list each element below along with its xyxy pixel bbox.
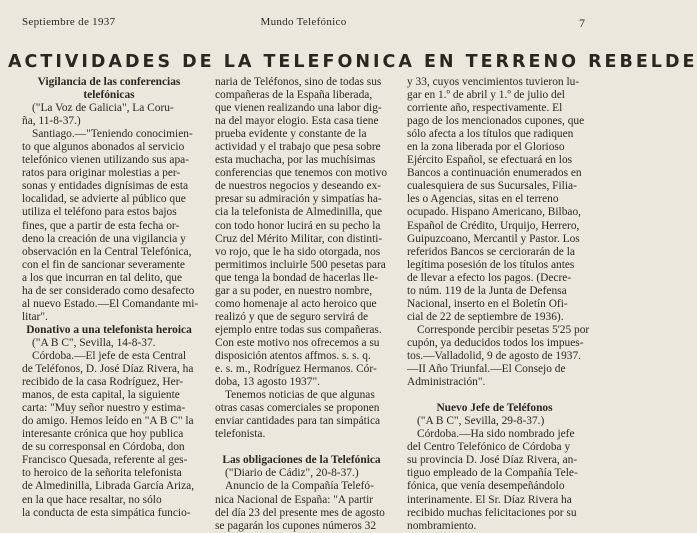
text-line: conferencias que tenemos con motivo [215,167,388,180]
text-line: prueba evidente y constante de la [215,128,367,141]
text-line: doba, 13 agosto 1937". [215,376,320,389]
text-line: litar". [22,310,48,323]
text-line: de Teléfonos, D. José Díaz Rivera, ha [22,363,194,376]
text-line: actividad y el trabajo que pesa sobre [215,141,381,154]
text-line: gar en 1.º de abril y 1.º de julio del [407,89,565,102]
text-line: cualesquiera de sus Sucursales, Filia- [407,180,577,193]
text-line: nica Nacional de España: "A partir [215,493,374,506]
text-line: Tenemos noticias de que algunas [225,389,375,402]
text-line: tos.—Valladolid, 9 de agosto de 1937. [407,349,582,362]
text-line: deno la creación de una vigilancia y [22,232,186,245]
text-line: en la que hace resaltar, no sólo [22,493,162,506]
text-line: cia la telefonista de Almedinilla, que [215,206,383,219]
text-line: recibido muchas felicitaciones por su [407,506,577,519]
text-line: naria de Teléfonos, sino de todas sus [215,76,382,88]
page-number: 7 [579,16,585,30]
text-line: tiguo empleado de la Compañía Tele- [407,467,578,480]
text-line: de llevar a efecto los pagos. (Decre- [407,271,572,284]
text-line: ejemplo entre todas sus compañeras. [215,323,382,336]
text-line: enviar cantidades para tan simpática [215,415,381,428]
text-line: vo rojo, que le ha sido otorgada, nos [215,245,381,258]
text-line: la conducta de esta simpática funcio- [22,506,191,519]
text-line: otras casas comerciales se proponen [215,402,380,415]
text-line: na del mayor elogio. Esta casa tiene [215,115,379,128]
text-line: cial de 22 de septiembre de 1936). [407,310,564,323]
source-line: ña, 11-8-37.) [22,115,81,128]
text-line: manos, de esta capital, la siguiente [22,389,180,402]
text-line: to que algunos abonados al servicio [22,141,185,154]
spacer-line [407,389,582,402]
text-line: legítima posesión de los títulos antes [407,258,575,271]
text-line: —II Año Triunfal.—El Consejo de [407,363,566,376]
section-title-nuevo-jefe: Nuevo Jefe de Teléfonos [436,402,553,415]
source-line: ("A B C", Sevilla, 14-8-37. [32,336,156,349]
text-line: sólo afecta a los títulos que radiquen [407,128,574,141]
text-line: compañeras de la España liberada, [215,89,373,102]
column-3 [407,76,590,532]
text-line: presar su admiración y simpatías ha- [215,193,382,206]
text-line: Corresponde percibir pesetas 5'25 por [417,323,590,336]
section-title-donativo: Donativo a una telefonista heroica [26,323,192,336]
text-line: de nuestros negocios y deseando ex- [215,180,382,193]
running-head [22,16,585,32]
text-line: que vienen realizando una labor dig- [215,102,382,115]
text-line: nombramiento. [407,519,477,532]
text-line: Ejército Español, se efectuará en los [407,154,573,167]
text-line: ha de ser considerado como desafecto [22,284,195,297]
text-line: sonas y entidades dignísimas de esta [22,180,189,193]
text-line: telefonista. [215,428,266,441]
text-line: esta muchacha, por las muchísimas [215,154,376,167]
text-line: de su corresponsal en Córdoba, don [22,441,185,454]
text-line: e. s. m., Rodríguez Hermanos. Cór- [215,363,377,376]
text-line: a los que incurran en tal delito, que [22,271,183,284]
text-line: del Centro Telefónico de Córdoba y [407,441,571,454]
text-line: Anuncio de la Compañía Telefó- [225,480,374,493]
text-line: del día 23 del presente mes de agosto [215,506,385,519]
text-line: disposición atentos affmos. s. s. q. [215,349,371,362]
source-line: ("La Voz de Galicia", La Coru- [32,102,174,115]
text-line: Francisco Quesada, referente al ges- [22,454,188,467]
text-line: como homenaje al acto heroico que [215,297,377,310]
text-line: cupón, ya deducidos todos los impues- [407,336,584,349]
text-line: realizó y que de seguro servirá de [215,310,369,323]
text-line: carta: "Muy señor nuestro y estima- [22,402,186,415]
text-line: su provincia D. José Díaz Rivera, an- [407,454,578,467]
text-line: Guipuzcoano, Mercantil y Pastor. Los [407,232,580,245]
column-1 [22,76,199,519]
text-line: les o Agencias, sitas en el terreno [407,193,559,206]
publication-name: Mundo Telefónico [260,16,347,28]
text-line: que tenga la bondad de hacerlas lle- [215,271,379,284]
text-line: utiliza el teléfono para estos bajos [22,206,177,219]
text-line: pago de los mencionados cupones, que [407,115,585,128]
text-line: al nuevo Estado.—El Comandante mi- [22,297,199,310]
text-line: to núm. 119 de la Junta de Defensa [407,284,567,297]
text-line: observación en la Central Telefónica, [22,245,192,258]
section-title-vigilancia-cont: telefónicas [83,89,135,102]
text-line: recibido de la casa Rodríguez, Her- [22,376,184,389]
text-line: localidad, se advierte al público que [22,193,186,206]
text-line: y 33, cuyos vencimientos tuvieron lu- [407,76,580,88]
text-line: fines, que a partir de esta fecha or- [22,219,180,232]
text-line: de Almedinilla, Librada García Ariza, [22,480,195,493]
text-line: con todo honor lucirá en su pecho la [215,219,381,232]
source-line: ("A B C", Sevilla, 29-8-37.) [417,415,545,428]
text-line: se pagarán los cupones números 32 [215,519,377,532]
text-line: Cruz del Mérito Militar, con distinti- [215,232,383,245]
text-line: fónica, que venía desempeñándolo [407,480,565,493]
text-line: corriente año, respectivamente. El [407,102,563,115]
spacer-line [215,441,388,454]
text-line: ratos para originar molestias a per- [22,167,181,180]
text-line: en la zona liberada por el Glorioso [407,141,565,154]
source-line: ("Diario de Cádiz", 20-8-37.) [225,467,359,480]
text-line: interesante crónica que hoy publica [22,428,184,441]
section-title-obligaciones: Las obligaciones de la Telefónica [222,454,381,467]
text-line: Español de Crédito, Urquijo, Herrero, [407,219,580,232]
column-2 [215,76,388,532]
text-line: Administración". [407,376,486,389]
section-title-vigilancia: Vigilancia de las conferencias [37,76,181,88]
text-line: interinamente. El Sr. Díaz Rivera ha [407,493,572,506]
text-line: Córdoba.—Ha sido nombrado jefe [417,428,575,441]
text-line: permitimos incluirle 500 pesetas para [215,258,386,271]
text-line: gar a su poder, en nuestro nombre, [215,284,373,297]
text-line: referidos Bancos se cerciorarán de la [407,245,575,258]
text-line: Bancos a continuación enumerados en [407,167,582,180]
issue-date: Septiembre de 1937 [22,16,116,28]
text-line: con el fin de sancionar severamente [22,258,185,271]
text-line: to heroico de la señorita telefonista [22,467,182,480]
headline: ACTIVIDADES DE LA TELEFONICA EN TERRENO REBELDE [8,52,697,72]
text-line: ocupado. Hispano Americano, Bilbao, [407,206,581,219]
text-line: Nacional, inserto en el Boletín Ofi- [407,297,568,310]
text-line: Santiago.—"Teniendo conocimien- [32,128,193,141]
text-line: do amigo. Hemos leído en "A B C" la [22,415,194,428]
text-line: Con este motivo nos ofrecemos a su [215,336,380,349]
text-line: Córdoba.—El jefe de esta Central [32,349,187,362]
text-line: telefónico vienen utilizando sus apa- [22,154,190,167]
